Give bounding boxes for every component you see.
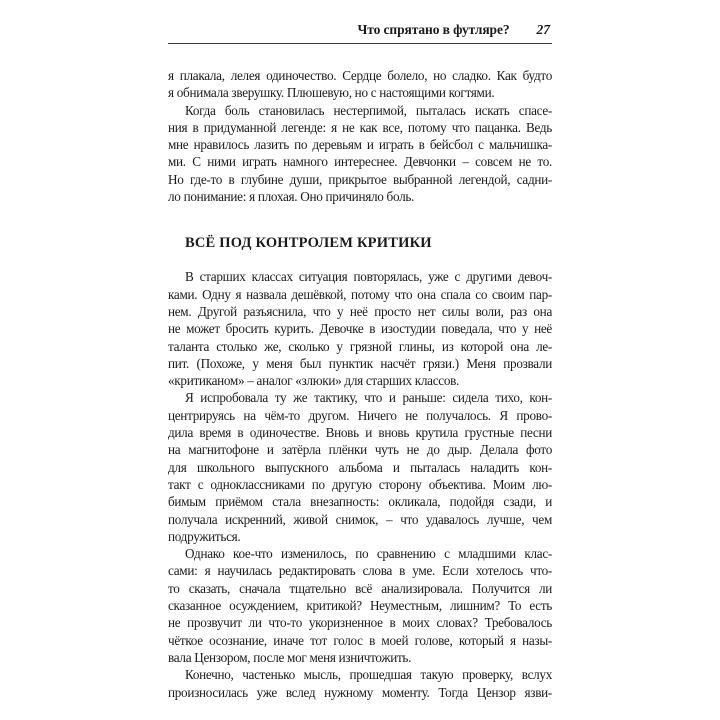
text-line: центрируясь на чём-то другом. Ничего не получалось. Я прово- — [168, 407, 552, 423]
page-body — [168, 67, 552, 701]
text-line: Я испробовала ту же тактику, что и раньше: сидела тихо, кон- — [185, 390, 552, 406]
paragraph — [168, 67, 552, 102]
chapter-title: Что спрятано в футляре? — [357, 22, 510, 37]
text-line: сказанное осуждением, критикой? Неуместным, лишним? То есть — [168, 598, 552, 614]
text-line: бимым приёмом стала внезапность: окликала, подойдя сзади, и — [168, 494, 552, 510]
paragraph — [168, 389, 552, 545]
paragraph — [168, 545, 552, 666]
text-line: В старших классах ситуация повторялась, уже с другими девоч- — [185, 269, 552, 285]
text-line: вала Цензором, после мог меня изничтожить. — [168, 649, 412, 665]
text-line: не прозвучит ли что-то укоризненное в моих словах? Требовалось — [168, 615, 552, 631]
text-line: на магнитофоне и затёрла плёнки чуть не до дыр. Делала фото — [168, 442, 552, 458]
paragraph — [168, 666, 552, 701]
text-line: таланта столько же, сколько у грязной глины, из которой она ле- — [168, 338, 552, 354]
text-line: нем. Другой разъяснила, что у неё просто нет силы воли, раз она — [168, 303, 552, 319]
text-column — [168, 22, 552, 701]
text-line: подружиться. — [168, 528, 241, 544]
text-line: такт с одноклассниками по другую сторону объектива. Моим лю- — [168, 476, 552, 492]
text-line: для школьного выпускного альбома и пыталась наладить кон- — [168, 459, 552, 475]
paragraph — [168, 268, 552, 389]
text-line: получала искренний, живой снимок, – что удавалось лучше, чем — [168, 511, 552, 527]
section-heading: ВСЁ ПОД КОНТРОЛЕМ КРИТИКИ — [185, 235, 432, 252]
text-line: ками. Одну я назвала дешёвкой, потому что она спала со своим пар- — [168, 286, 552, 302]
text-line: мне нравилось лазить по деревьям и играть в бейсбол с мальчишка- — [168, 137, 552, 153]
text-line: сами: я научилась редактировать слова в уме. Если хотелось что- — [168, 563, 552, 579]
text-line: ния в придуманной легенде: я не как все, потому что пацанка. Ведь — [168, 119, 552, 135]
text-line: Однако кое-что изменилось, по сравнению с младшими клас- — [185, 546, 552, 562]
text-line: чёткое осознание, иначе тот голос в моей голове, который я назы- — [168, 632, 552, 648]
text-line: я плакала, лелея одиночество. Сердце болело, но сладко. Как будто — [168, 68, 552, 83]
page-number: 27 — [536, 22, 550, 37]
text-line: то сказать, сначала тщательно всё анализировала. Получится ли — [168, 580, 552, 596]
text-line: произносилась уже вслед нужному моменту. Тогда Цензор язви- — [168, 684, 552, 700]
text-line: не может бросить курить. Девочке в изостудии поведала, что у неё — [168, 321, 552, 337]
text-line: я обнимала зверушку. Плюшевую, но с настоящими когтями. — [168, 85, 495, 101]
running-header — [168, 22, 552, 44]
text-line: ло понимание: я плохая. Оно причиняло боль. — [168, 189, 415, 205]
text-line: пит. (Похоже, у меня был пунктик насчёт грязи.) Меня прозвали — [168, 355, 552, 371]
text-line: ми. С ними играть намного интереснее. Девчонки – совсем не то. — [168, 154, 552, 170]
text-line: «критиканом» – аналог «злюки» для старших классов. — [168, 373, 460, 389]
text-line: Когда боль становилась нестерпимой, пыталась искать спасе- — [185, 102, 552, 118]
paragraph — [168, 102, 552, 206]
text-line: Но где-то в глубине души, прикрытое выбранной легендой, садни- — [168, 171, 552, 187]
text-line: дила время в одиночестве. Вновь и вновь крутила грустные песни — [168, 425, 552, 441]
text-line: Конечно, частенько мысль, прошедшая такую проверку, вслух — [185, 667, 552, 683]
